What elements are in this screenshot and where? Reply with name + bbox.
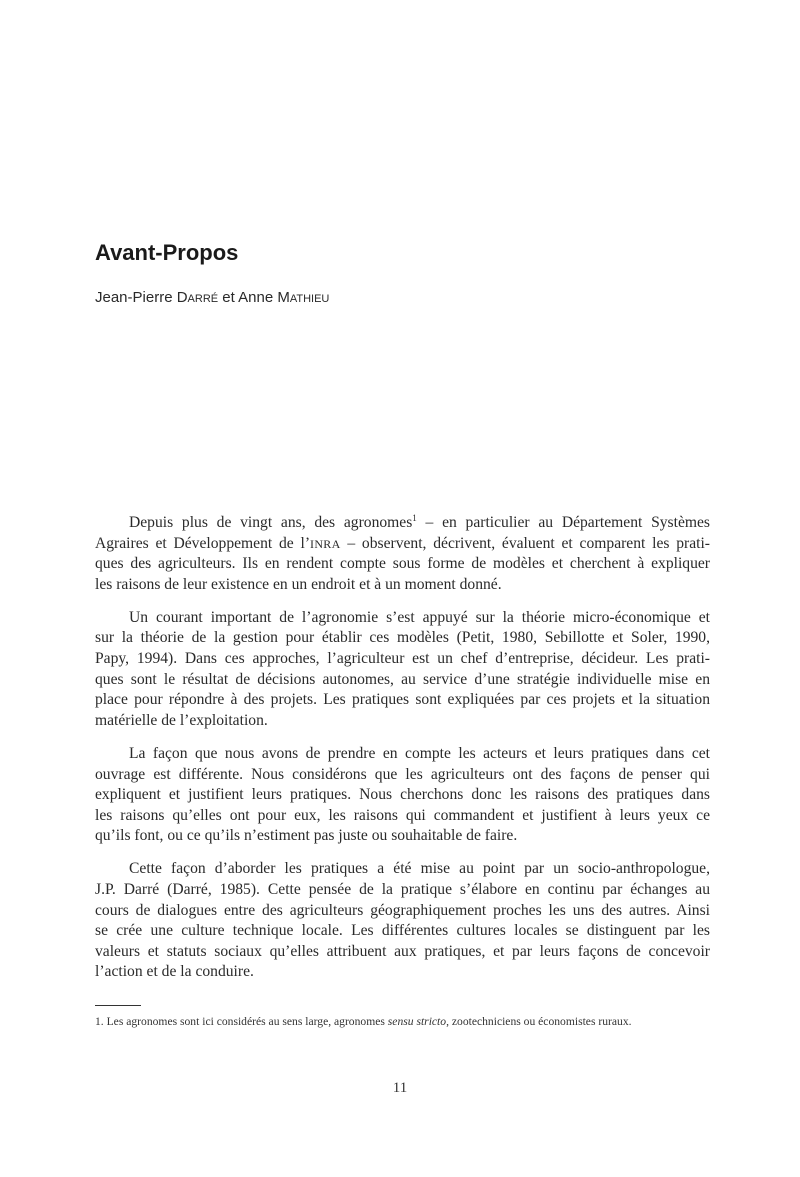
text-line: J.P. Darré (Darré, 1985). Cette pensée de la pratique s’élabore en continu par échanges au <box>95 881 710 898</box>
text: Agraires et Développement de l’ <box>95 534 311 552</box>
text-line: expliquent et justifient leurs pratiques. Nous cherchons donc les raisons des pratiques dans <box>95 786 710 804</box>
footnote-reference: 1 <box>412 513 417 523</box>
footnote-text: 1. Les agronomes sont ici considérés au sens large, agronomes <box>95 1015 388 1028</box>
text-line: les raisons de leur existence en un endroit et à un moment donné. <box>95 575 502 593</box>
text-line <box>95 534 710 555</box>
page-number: 11 <box>392 1080 408 1096</box>
text-line: les raisons qu’elles ont pour eux, les raisons qui commandent et justifient à leurs yeux ce <box>95 806 710 824</box>
author-first-name: Jean-Pierre <box>95 289 177 306</box>
paragraph <box>95 608 710 732</box>
authors <box>95 289 329 306</box>
text-line: matérielle de l’exploitation. <box>95 711 268 729</box>
text-line: cours de dialogues entre des agriculteurs géographiquement proches les uns des autres. Ainsi <box>95 901 710 919</box>
text-line: Papy, 1994). Dans ces approches, l’agriculteur est un chef d’entreprise, décideur. Les prati- <box>95 650 710 668</box>
text-line: place pour répondre à des projets. Les pratiques sont expliquées par ces projets et la situation <box>95 691 710 709</box>
text-line <box>95 513 710 534</box>
footnote-divider <box>95 1005 141 1006</box>
paragraph <box>95 513 710 595</box>
author-conjunction: et Anne <box>218 289 278 306</box>
author-last-name: Darré <box>176 289 219 306</box>
chapter-title: Avant-Propos <box>95 240 239 265</box>
paragraph <box>95 859 710 983</box>
text-line: Un courant important de l’agronomie s’est appuyé sur la théorie micro-économique et <box>129 608 710 626</box>
footnote-text: , zootechniciens ou économistes ruraux. <box>446 1015 632 1028</box>
acronym: INRA <box>310 536 341 551</box>
text: – en particulier au Département Systèmes <box>416 514 710 531</box>
text-line: se crée une culture technique locale. Les différentes cultures locales se distinguent par les <box>95 922 710 940</box>
text: – observent, décrivent, évaluent et comparent les prati- <box>340 534 710 552</box>
text-line: Cette façon d’aborder les pratiques a été mise au point par un socio-anthropologue, <box>129 860 710 878</box>
text-line: sur la théorie de la gestion pour établir ces modèles (Petit, 1980, Sebillotte et Soler, 1990, <box>95 629 710 647</box>
text-line: ques des agriculteurs. Ils en rendent compte sous forme de modèles et cherchent à expliquer <box>95 555 710 573</box>
footnote-italic-text: sensu stricto <box>387 1015 447 1028</box>
text-line: qu’ils font, ou ce qu’ils n’estiment pas juste ou souhaitable de faire. <box>95 827 518 845</box>
text-line: ques sont le résultat de décisions autonomes, au service d’une stratégie individuelle mise en <box>95 670 710 688</box>
text-line: valeurs et statuts sociaux qu’elles attribuent aux pratiques, et par leurs façons de concevoir <box>95 942 710 960</box>
text: Depuis plus de vingt ans, des agronomes <box>129 514 413 531</box>
paragraph <box>95 744 710 847</box>
body-text <box>95 513 710 995</box>
text-line: ouvrage est différente. Nous considérons que les agriculteurs ont des façons de penser qui <box>95 765 710 783</box>
footnote <box>95 1015 715 1028</box>
text-line: l’action et de la conduire. <box>95 963 254 981</box>
author-last-name: Mathieu <box>277 289 330 306</box>
text-line: La façon que nous avons de prendre en compte les acteurs et leurs pratiques dans cet <box>129 744 710 762</box>
